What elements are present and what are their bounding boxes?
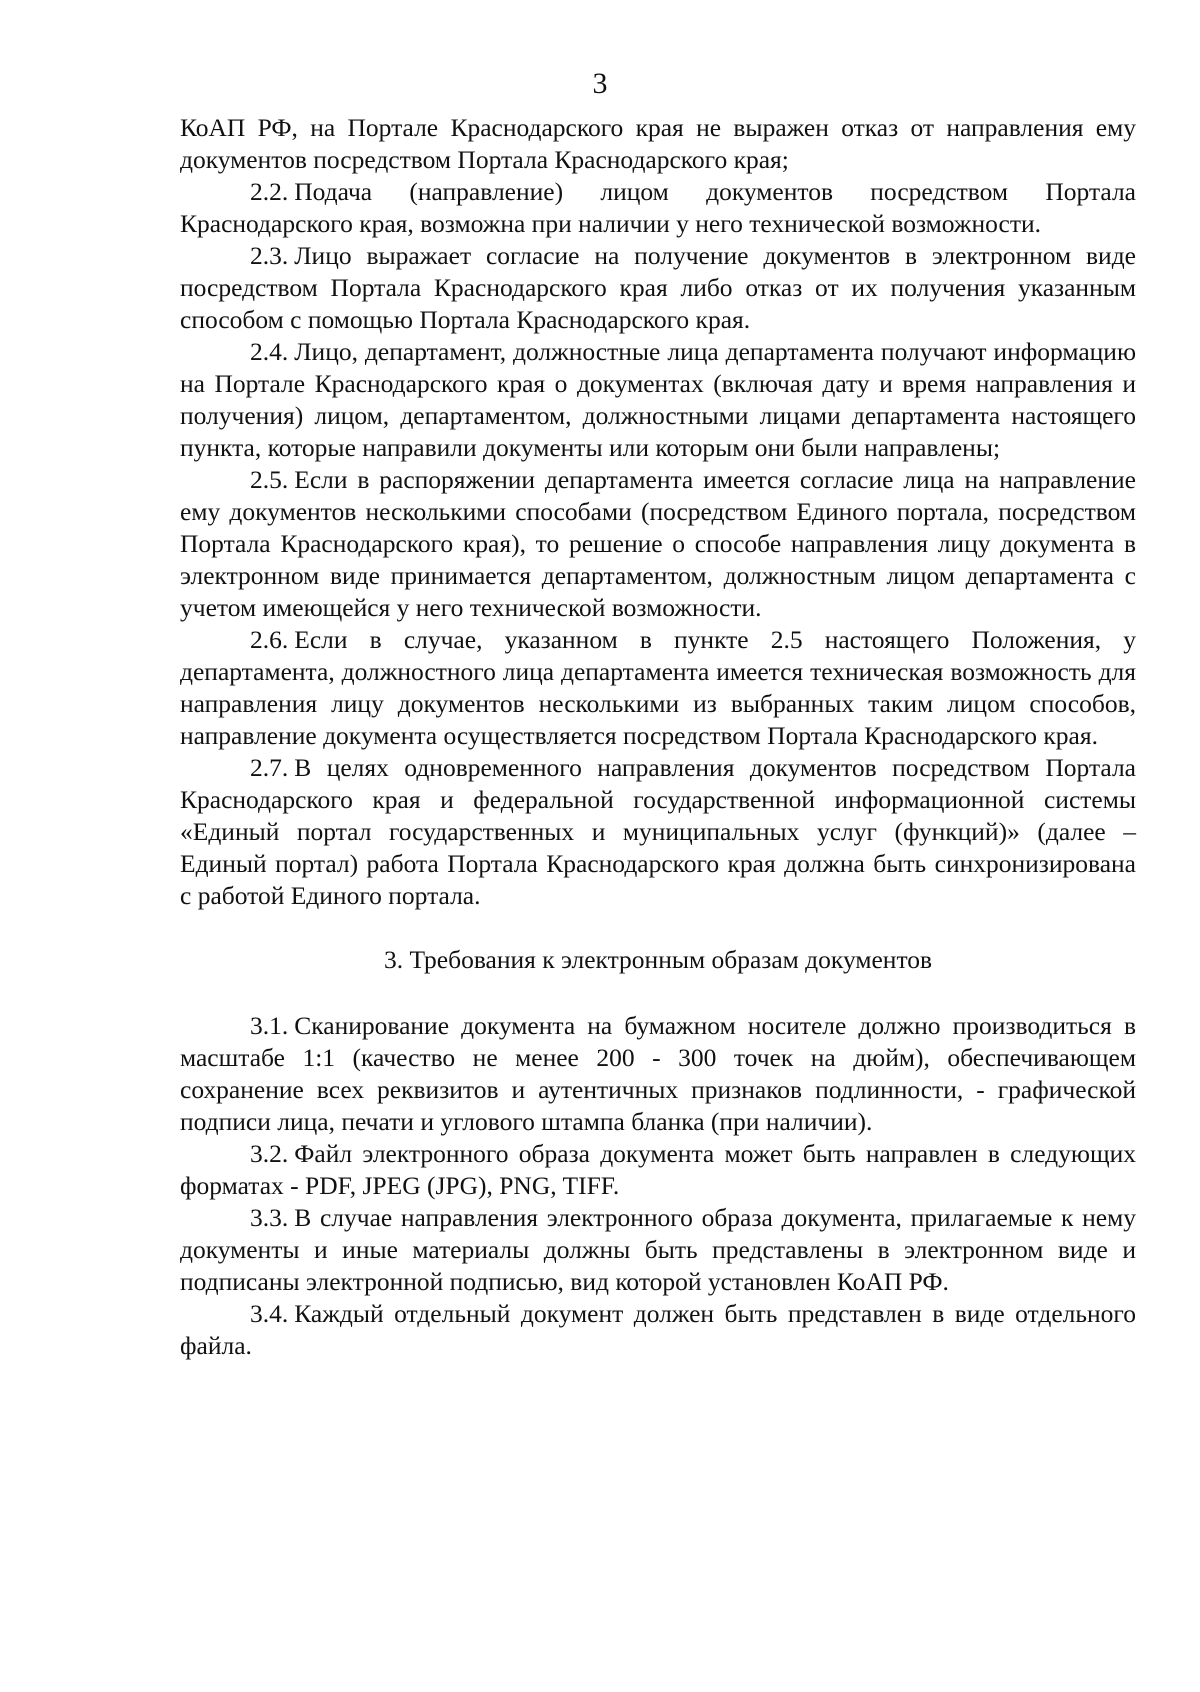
- clause-2-3: [180, 240, 1136, 336]
- intro-paragraph: КоАП РФ, на Портале Краснодарского края не выражен отказ от направления ему документов посредством Портала Краснодарского края;: [180, 113, 1136, 174]
- clause-text: Сканирование документа на бумажном носителе должно производиться в масштабе 1:1 (качество не менее 200 - 300 точек на дюйм), обеспечивающем сохранение всех реквизитов и аутентичных признаков подлинности, - графической подписи лица, печати и углового штампа бланка (при наличии).: [180, 1011, 1136, 1136]
- clause-text: Каждый отдельный документ должен быть представлен в виде отдельного файла.: [180, 1299, 1136, 1360]
- clause-number: 2.5.: [250, 465, 289, 494]
- clause-number: 2.4.: [250, 337, 289, 366]
- clause-3-4: [180, 1298, 1136, 1362]
- clause-text: Лицо, департамент, должностные лица департамента получают информацию на Портале Краснодарского края о документах (включая дату и время направления и получения) лицом, департаментом, должностными лицами департамента настоящего пункта, которые направили документы или которым они были направлены;: [180, 337, 1136, 462]
- clause-text: В случае направления электронного образа документа, прилагаемые к нему документы и иные материалы должны быть представлены в электронном виде и подписаны электронной подписью, вид которой установлен КоАП РФ.: [180, 1203, 1136, 1296]
- clause-text: В целях одновременного направления документов посредством Портала Краснодарского края и федеральной государственной информационной системы «Единый портал государственных и муниципальных услуг (функций)» (далее – Единый портал) работа Портала Краснодарского края должна быть синхронизирована с работой Единого портала.: [180, 753, 1136, 910]
- page-number: 3: [592, 67, 608, 100]
- clause-3-3: [180, 1202, 1136, 1298]
- clause-number: 2.6.: [250, 625, 289, 654]
- clause-2-7: [180, 752, 1136, 912]
- clause-text: Файл электронного образа документа может быть направлен в следующих форматах - PDF, JPEG (JPG), PNG, TIFF.: [180, 1139, 1136, 1200]
- clause-number: 3.4.: [250, 1299, 289, 1328]
- clause-number: 2.3.: [250, 241, 289, 270]
- clause-2-6: [180, 624, 1136, 752]
- document-body: [180, 112, 1136, 1362]
- clause-3-2: [180, 1138, 1136, 1202]
- clause-text: Подача (направление) лицом документов посредством Портала Краснодарского края, возможна при наличии у него технической возможности.: [180, 177, 1136, 238]
- clause-2-4: [180, 336, 1136, 464]
- clause-number: 2.2.: [250, 177, 289, 206]
- clause-3-1: [180, 1010, 1136, 1138]
- clause-number: 2.7.: [250, 753, 289, 782]
- clause-number: 3.1.: [250, 1011, 289, 1040]
- clause-2-5: [180, 464, 1136, 624]
- clause-2-2: [180, 176, 1136, 240]
- clause-text: Если в распоряжении департамента имеется согласие лица на направление ему документов несколькими способами (посредством Единого портала, посредством Портала Краснодарского края), то решение о способе направления лицу документа в электронном виде принимается департаментом, должностным лицом департамента с учетом имеющейся у него технической возможности.: [180, 465, 1136, 622]
- section-3-heading: 3. Требования к электронным образам документов: [383, 945, 933, 974]
- clause-number: 3.2.: [250, 1139, 289, 1168]
- clause-text: Лицо выражает согласие на получение документов в электронном виде посредством Портала Краснодарского края либо отказ от их получения указанным способом с помощью Портала Краснодарского края.: [180, 241, 1136, 334]
- clause-text: Если в случае, указанном в пункте 2.5 настоящего Положения, у департамента, должностного лица департамента имеется техническая возможность для направления лицу документов несколькими из выбранных таким лицом способов, направление документа осуществляется посредством Портала Краснодарского края.: [180, 625, 1136, 750]
- clause-number: 3.3.: [250, 1203, 289, 1232]
